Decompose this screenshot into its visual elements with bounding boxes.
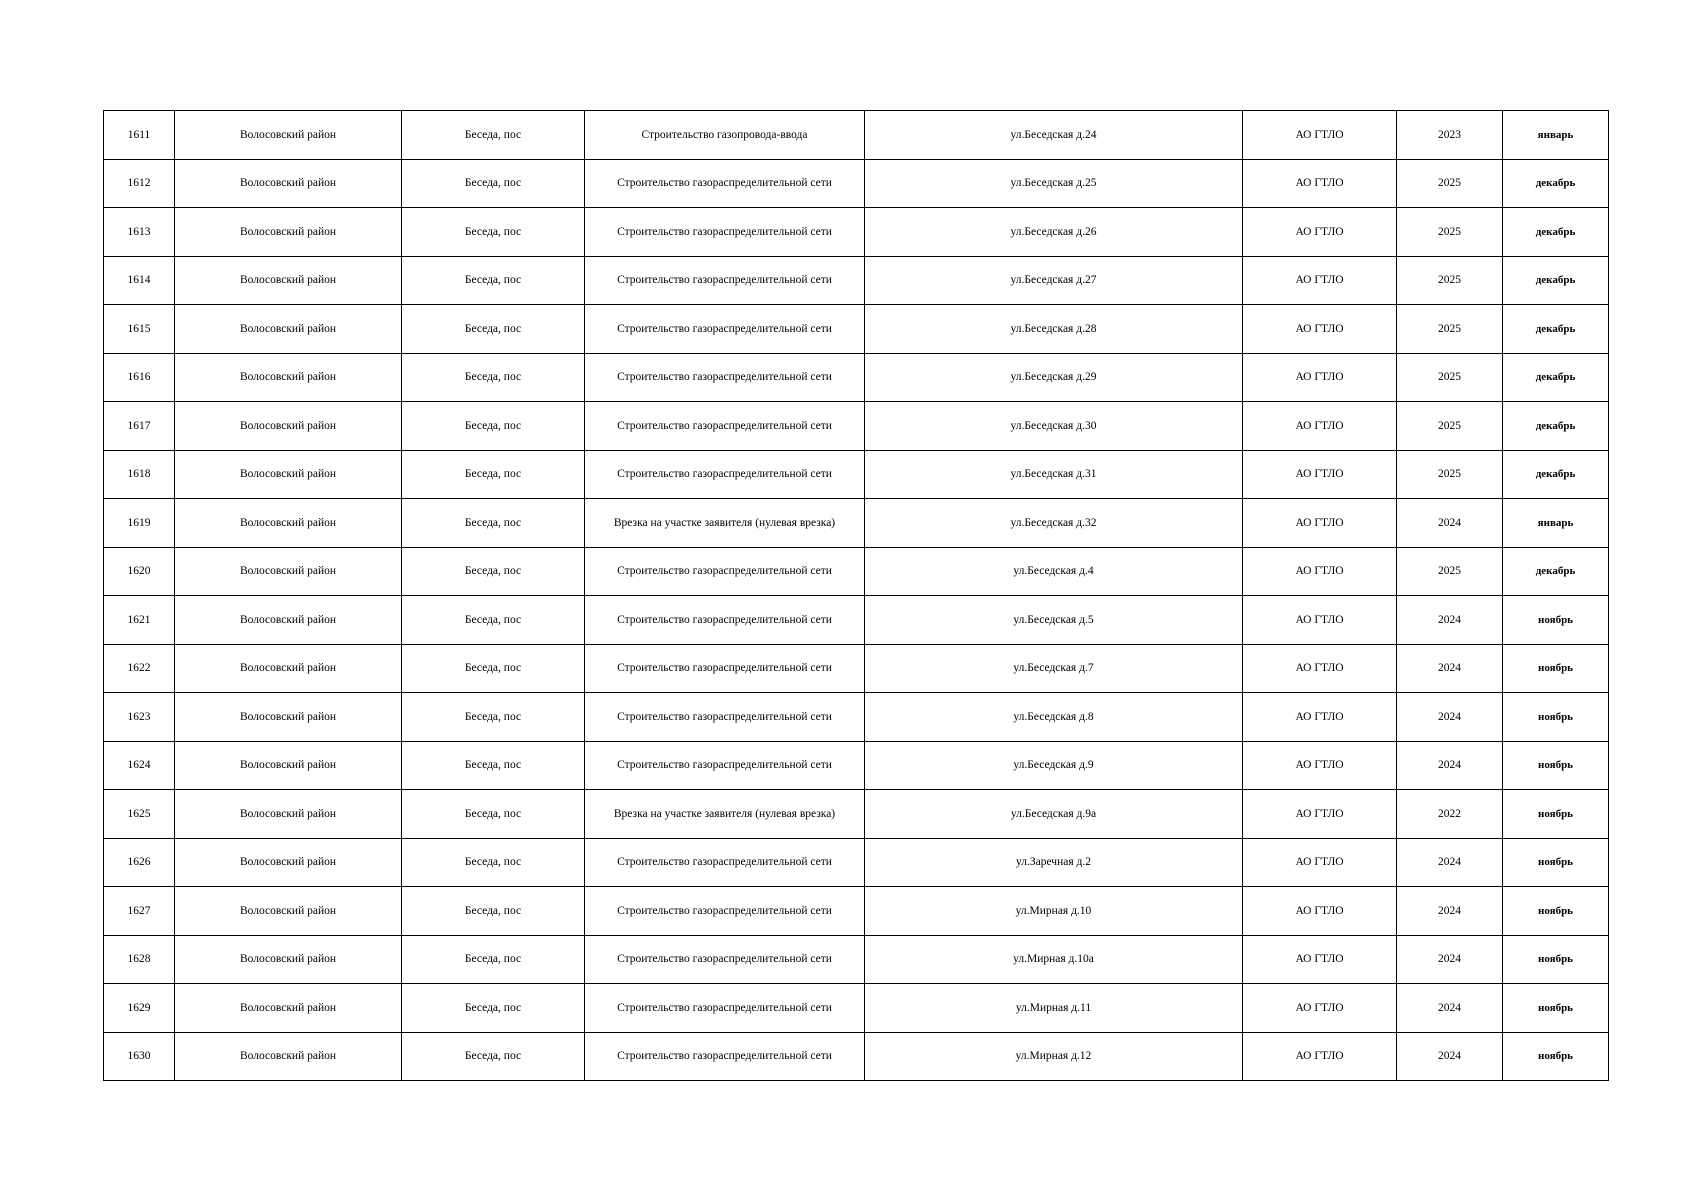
settlement-cell: Беседа, пос xyxy=(402,450,585,499)
row-number-cell: 1627 xyxy=(104,887,175,936)
organization-cell: АО ГТЛО xyxy=(1243,984,1397,1033)
settlement-cell: Беседа, пос xyxy=(402,984,585,1033)
table-row xyxy=(104,402,1609,451)
district-cell: Волосовский район xyxy=(175,984,402,1033)
address-cell: ул.Беседская д.24 xyxy=(865,111,1243,160)
district-cell: Волосовский район xyxy=(175,693,402,742)
table-row xyxy=(104,547,1609,596)
month-cell: ноябрь xyxy=(1503,984,1609,1033)
organization-cell: АО ГТЛО xyxy=(1243,208,1397,257)
month-cell: декабрь xyxy=(1503,159,1609,208)
table-row xyxy=(104,596,1609,645)
organization-cell: АО ГТЛО xyxy=(1243,402,1397,451)
row-number-cell: 1612 xyxy=(104,159,175,208)
district-cell: Волосовский район xyxy=(175,790,402,839)
row-number-cell: 1629 xyxy=(104,984,175,1033)
address-cell: ул.Беседская д.25 xyxy=(865,159,1243,208)
organization-cell: АО ГТЛО xyxy=(1243,256,1397,305)
year-cell: 2024 xyxy=(1397,644,1503,693)
table-row xyxy=(104,159,1609,208)
settlement-cell: Беседа, пос xyxy=(402,159,585,208)
district-cell: Волосовский район xyxy=(175,159,402,208)
address-cell: ул.Беседская д.4 xyxy=(865,547,1243,596)
address-cell: ул.Беседская д.28 xyxy=(865,305,1243,354)
table-row xyxy=(104,353,1609,402)
district-cell: Волосовский район xyxy=(175,1032,402,1081)
organization-cell: АО ГТЛО xyxy=(1243,693,1397,742)
organization-cell: АО ГТЛО xyxy=(1243,935,1397,984)
organization-cell: АО ГТЛО xyxy=(1243,838,1397,887)
table-row xyxy=(104,644,1609,693)
table-row xyxy=(104,790,1609,839)
settlement-cell: Беседа, пос xyxy=(402,644,585,693)
month-cell: ноябрь xyxy=(1503,935,1609,984)
district-cell: Волосовский район xyxy=(175,741,402,790)
address-cell: ул.Беседская д.5 xyxy=(865,596,1243,645)
month-cell: ноябрь xyxy=(1503,693,1609,742)
organization-cell: АО ГТЛО xyxy=(1243,790,1397,839)
year-cell: 2024 xyxy=(1397,693,1503,742)
row-number-cell: 1620 xyxy=(104,547,175,596)
district-cell: Волосовский район xyxy=(175,208,402,257)
settlement-cell: Беседа, пос xyxy=(402,838,585,887)
row-number-cell: 1611 xyxy=(104,111,175,160)
address-cell: ул.Беседская д.9 xyxy=(865,741,1243,790)
row-number-cell: 1628 xyxy=(104,935,175,984)
month-cell: декабрь xyxy=(1503,547,1609,596)
work-type-cell: Строительство газораспределительной сети xyxy=(585,450,865,499)
address-cell: ул.Мирная д.11 xyxy=(865,984,1243,1033)
address-cell: ул.Мирная д.10а xyxy=(865,935,1243,984)
month-cell: ноябрь xyxy=(1503,644,1609,693)
table-row xyxy=(104,256,1609,305)
work-type-cell: Врезка на участке заявителя (нулевая врезка) xyxy=(585,790,865,839)
address-cell: ул.Беседская д.31 xyxy=(865,450,1243,499)
work-type-cell: Строительство газораспределительной сети xyxy=(585,208,865,257)
row-number-cell: 1618 xyxy=(104,450,175,499)
organization-cell: АО ГТЛО xyxy=(1243,547,1397,596)
organization-cell: АО ГТЛО xyxy=(1243,450,1397,499)
organization-cell: АО ГТЛО xyxy=(1243,644,1397,693)
work-type-cell: Строительство газораспределительной сети xyxy=(585,596,865,645)
year-cell: 2024 xyxy=(1397,1032,1503,1081)
row-number-cell: 1623 xyxy=(104,693,175,742)
year-cell: 2022 xyxy=(1397,790,1503,839)
month-cell: декабрь xyxy=(1503,305,1609,354)
year-cell: 2025 xyxy=(1397,159,1503,208)
year-cell: 2025 xyxy=(1397,305,1503,354)
work-type-cell: Врезка на участке заявителя (нулевая врезка) xyxy=(585,499,865,548)
row-number-cell: 1613 xyxy=(104,208,175,257)
year-cell: 2024 xyxy=(1397,596,1503,645)
settlement-cell: Беседа, пос xyxy=(402,402,585,451)
address-cell: ул.Беседская д.9а xyxy=(865,790,1243,839)
district-cell: Волосовский район xyxy=(175,887,402,936)
settlement-cell: Беседа, пос xyxy=(402,208,585,257)
month-cell: январь xyxy=(1503,499,1609,548)
month-cell: декабрь xyxy=(1503,256,1609,305)
row-number-cell: 1622 xyxy=(104,644,175,693)
address-cell: ул.Беседская д.7 xyxy=(865,644,1243,693)
table-row xyxy=(104,935,1609,984)
table-row xyxy=(104,450,1609,499)
organization-cell: АО ГТЛО xyxy=(1243,887,1397,936)
table-row xyxy=(104,693,1609,742)
year-cell: 2023 xyxy=(1397,111,1503,160)
year-cell: 2024 xyxy=(1397,887,1503,936)
organization-cell: АО ГТЛО xyxy=(1243,111,1397,160)
table-row xyxy=(104,111,1609,160)
month-cell: ноябрь xyxy=(1503,596,1609,645)
district-cell: Волосовский район xyxy=(175,596,402,645)
row-number-cell: 1621 xyxy=(104,596,175,645)
settlement-cell: Беседа, пос xyxy=(402,887,585,936)
settlement-cell: Беседа, пос xyxy=(402,693,585,742)
organization-cell: АО ГТЛО xyxy=(1243,353,1397,402)
address-cell: ул.Беседская д.29 xyxy=(865,353,1243,402)
gasification-schedule-table xyxy=(103,110,1609,1081)
table-row xyxy=(104,887,1609,936)
district-cell: Волосовский район xyxy=(175,111,402,160)
year-cell: 2024 xyxy=(1397,499,1503,548)
organization-cell: АО ГТЛО xyxy=(1243,1032,1397,1081)
district-cell: Волосовский район xyxy=(175,353,402,402)
work-type-cell: Строительство газораспределительной сети xyxy=(585,741,865,790)
row-number-cell: 1615 xyxy=(104,305,175,354)
month-cell: декабрь xyxy=(1503,450,1609,499)
settlement-cell: Беседа, пос xyxy=(402,741,585,790)
row-number-cell: 1619 xyxy=(104,499,175,548)
month-cell: декабрь xyxy=(1503,353,1609,402)
year-cell: 2024 xyxy=(1397,984,1503,1033)
organization-cell: АО ГТЛО xyxy=(1243,305,1397,354)
settlement-cell: Беседа, пос xyxy=(402,256,585,305)
organization-cell: АО ГТЛО xyxy=(1243,596,1397,645)
district-cell: Волосовский район xyxy=(175,499,402,548)
month-cell: декабрь xyxy=(1503,402,1609,451)
year-cell: 2025 xyxy=(1397,547,1503,596)
year-cell: 2025 xyxy=(1397,450,1503,499)
district-cell: Волосовский район xyxy=(175,305,402,354)
work-type-cell: Строительство газораспределительной сети xyxy=(585,984,865,1033)
table-row xyxy=(104,305,1609,354)
year-cell: 2025 xyxy=(1397,353,1503,402)
work-type-cell: Строительство газораспределительной сети xyxy=(585,402,865,451)
month-cell: декабрь xyxy=(1503,208,1609,257)
organization-cell: АО ГТЛО xyxy=(1243,741,1397,790)
year-cell: 2024 xyxy=(1397,935,1503,984)
row-number-cell: 1614 xyxy=(104,256,175,305)
address-cell: ул.Мирная д.10 xyxy=(865,887,1243,936)
district-cell: Волосовский район xyxy=(175,256,402,305)
row-number-cell: 1616 xyxy=(104,353,175,402)
table-body xyxy=(104,111,1609,1081)
settlement-cell: Беседа, пос xyxy=(402,353,585,402)
work-type-cell: Строительство газораспределительной сети xyxy=(585,159,865,208)
settlement-cell: Беседа, пос xyxy=(402,305,585,354)
row-number-cell: 1617 xyxy=(104,402,175,451)
settlement-cell: Беседа, пос xyxy=(402,111,585,160)
address-cell: ул.Заречная д.2 xyxy=(865,838,1243,887)
row-number-cell: 1630 xyxy=(104,1032,175,1081)
row-number-cell: 1624 xyxy=(104,741,175,790)
work-type-cell: Строительство газораспределительной сети xyxy=(585,547,865,596)
address-cell: ул.Беседская д.8 xyxy=(865,693,1243,742)
year-cell: 2024 xyxy=(1397,838,1503,887)
work-type-cell: Строительство газораспределительной сети xyxy=(585,838,865,887)
district-cell: Волосовский район xyxy=(175,450,402,499)
work-type-cell: Строительство газораспределительной сети xyxy=(585,887,865,936)
organization-cell: АО ГТЛО xyxy=(1243,159,1397,208)
settlement-cell: Беседа, пос xyxy=(402,547,585,596)
settlement-cell: Беседа, пос xyxy=(402,499,585,548)
month-cell: ноябрь xyxy=(1503,790,1609,839)
table-row xyxy=(104,741,1609,790)
district-cell: Волосовский район xyxy=(175,838,402,887)
address-cell: ул.Беседская д.32 xyxy=(865,499,1243,548)
table-row xyxy=(104,838,1609,887)
row-number-cell: 1625 xyxy=(104,790,175,839)
work-type-cell: Строительство газораспределительной сети xyxy=(585,305,865,354)
month-cell: январь xyxy=(1503,111,1609,160)
address-cell: ул.Беседская д.27 xyxy=(865,256,1243,305)
work-type-cell: Строительство газораспределительной сети xyxy=(585,644,865,693)
district-cell: Волосовский район xyxy=(175,644,402,693)
table-row xyxy=(104,1032,1609,1081)
year-cell: 2025 xyxy=(1397,402,1503,451)
year-cell: 2025 xyxy=(1397,256,1503,305)
month-cell: ноябрь xyxy=(1503,1032,1609,1081)
month-cell: ноябрь xyxy=(1503,838,1609,887)
row-number-cell: 1626 xyxy=(104,838,175,887)
work-type-cell: Строительство газораспределительной сети xyxy=(585,256,865,305)
district-cell: Волосовский район xyxy=(175,547,402,596)
table-row xyxy=(104,499,1609,548)
address-cell: ул.Беседская д.30 xyxy=(865,402,1243,451)
address-cell: ул.Мирная д.12 xyxy=(865,1032,1243,1081)
organization-cell: АО ГТЛО xyxy=(1243,499,1397,548)
table-row xyxy=(104,208,1609,257)
year-cell: 2024 xyxy=(1397,741,1503,790)
work-type-cell: Строительство газораспределительной сети xyxy=(585,693,865,742)
address-cell: ул.Беседская д.26 xyxy=(865,208,1243,257)
district-cell: Волосовский район xyxy=(175,935,402,984)
settlement-cell: Беседа, пос xyxy=(402,596,585,645)
settlement-cell: Беседа, пос xyxy=(402,790,585,839)
settlement-cell: Беседа, пос xyxy=(402,1032,585,1081)
district-cell: Волосовский район xyxy=(175,402,402,451)
table-row xyxy=(104,984,1609,1033)
work-type-cell: Строительство газораспределительной сети xyxy=(585,935,865,984)
work-type-cell: Строительство газораспределительной сети xyxy=(585,1032,865,1081)
work-type-cell: Строительство газопровода-ввода xyxy=(585,111,865,160)
settlement-cell: Беседа, пос xyxy=(402,935,585,984)
work-type-cell: Строительство газораспределительной сети xyxy=(585,353,865,402)
month-cell: ноябрь xyxy=(1503,887,1609,936)
month-cell: ноябрь xyxy=(1503,741,1609,790)
year-cell: 2025 xyxy=(1397,208,1503,257)
